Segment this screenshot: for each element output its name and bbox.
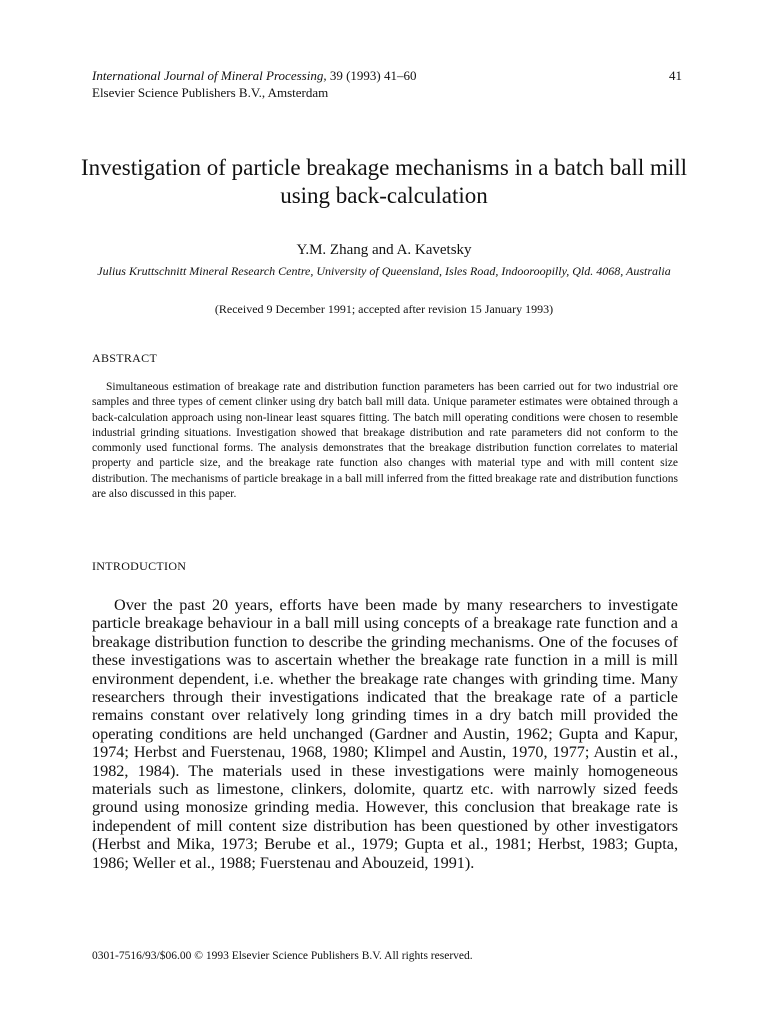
introduction-heading: INTRODUCTION xyxy=(92,559,187,573)
author-affiliation: Julius Kruttschnitt Mineral Research Centre, University of Queensland, Isles Road, Indooroopilly, Qld. 4068, Australia xyxy=(97,264,671,278)
received-dates: (Received 9 December 1991; accepted after revision 15 January 1993) xyxy=(214,302,554,316)
abstract-heading: ABSTRACT xyxy=(92,351,158,365)
volume-pages: 39 (1993) 41–60 xyxy=(326,68,417,83)
introduction-text: Over the past 20 years, efforts have been made by many researchers to investigate particle breakage behaviour in a ball mill using concepts of a breakage rate function and a breakage distribution function to describe the grinding mechanisms. One of the focuses of these investigations was to ascertain whether the breakage rate function in a mill is mill environment dependent, i.e. whether the breakage rate changes with grinding time. Many researchers through their investigations indicated that the breakage rate of a particle remains constant over relatively long grinding times in a dry batch mill provided the operating conditions are held unchanged (Gardner and Austin, 1962; Gupta and Kapur, 1974; Herbst and Fuerstenau, 1968, 1980; Klimpel and Austin, 1970, 1977; Austin et al., 1982, 1984). The materials used in these investigations were mainly homogeneous materials such as limestone, clinkers, dolomite, quartz etc. with narrowly sized feeds ground using monosize grinding media. However, this conclusion that breakage rate is independent of mill content size distribution has been questioned by other investigators (Herbst and Mika, 1973; Berube et al., 1979; Gupta et al., 1981; Herbst, 1983; Gupta, 1986; Weller et al., 1988; Fuerstenau and Abouzeid, 1991). xyxy=(92,596,678,872)
journal-name: International Journal of Mineral Processing, xyxy=(92,68,327,83)
page-number: 41 xyxy=(669,68,682,83)
running-head xyxy=(92,67,682,101)
copyright-footer: 0301-7516/93/$06.00 © 1993 Elsevier Science Publishers B.V. All rights reserved. xyxy=(92,950,473,962)
abstract-text: Simultaneous estimation of breakage rate and distribution function parameters has been carried out for two industrial ore samples and three types of cement clinker using dry batch ball mill data. Unique parameter estimates were obtained through a back-calculation approach using non-linear least squares fitting. The batch mill operating conditions were chosen to resemble industrial grinding situations. Investigation showed that breakage distribution and rate parameters did not conform to the commonly used functional forms. The analysis demonstrates that the breakage distribution function correlates to material property and particle size, and the breakage rate function also changes with material type and with mill content size distribution. The mechanisms of particle breakage in a ball mill inferred from the fitted breakage rate and distribution functions are also discussed in this paper. xyxy=(92,381,678,501)
journal-citation-line xyxy=(92,67,682,84)
article-title: Investigation of particle breakage mechanisms in a batch ball mill using back-calculation xyxy=(80,155,688,208)
article-authors: Y.M. Zhang and A. Kavetsky xyxy=(296,242,472,258)
publisher-line: Elsevier Science Publishers B.V., Amsterdam xyxy=(92,85,329,100)
